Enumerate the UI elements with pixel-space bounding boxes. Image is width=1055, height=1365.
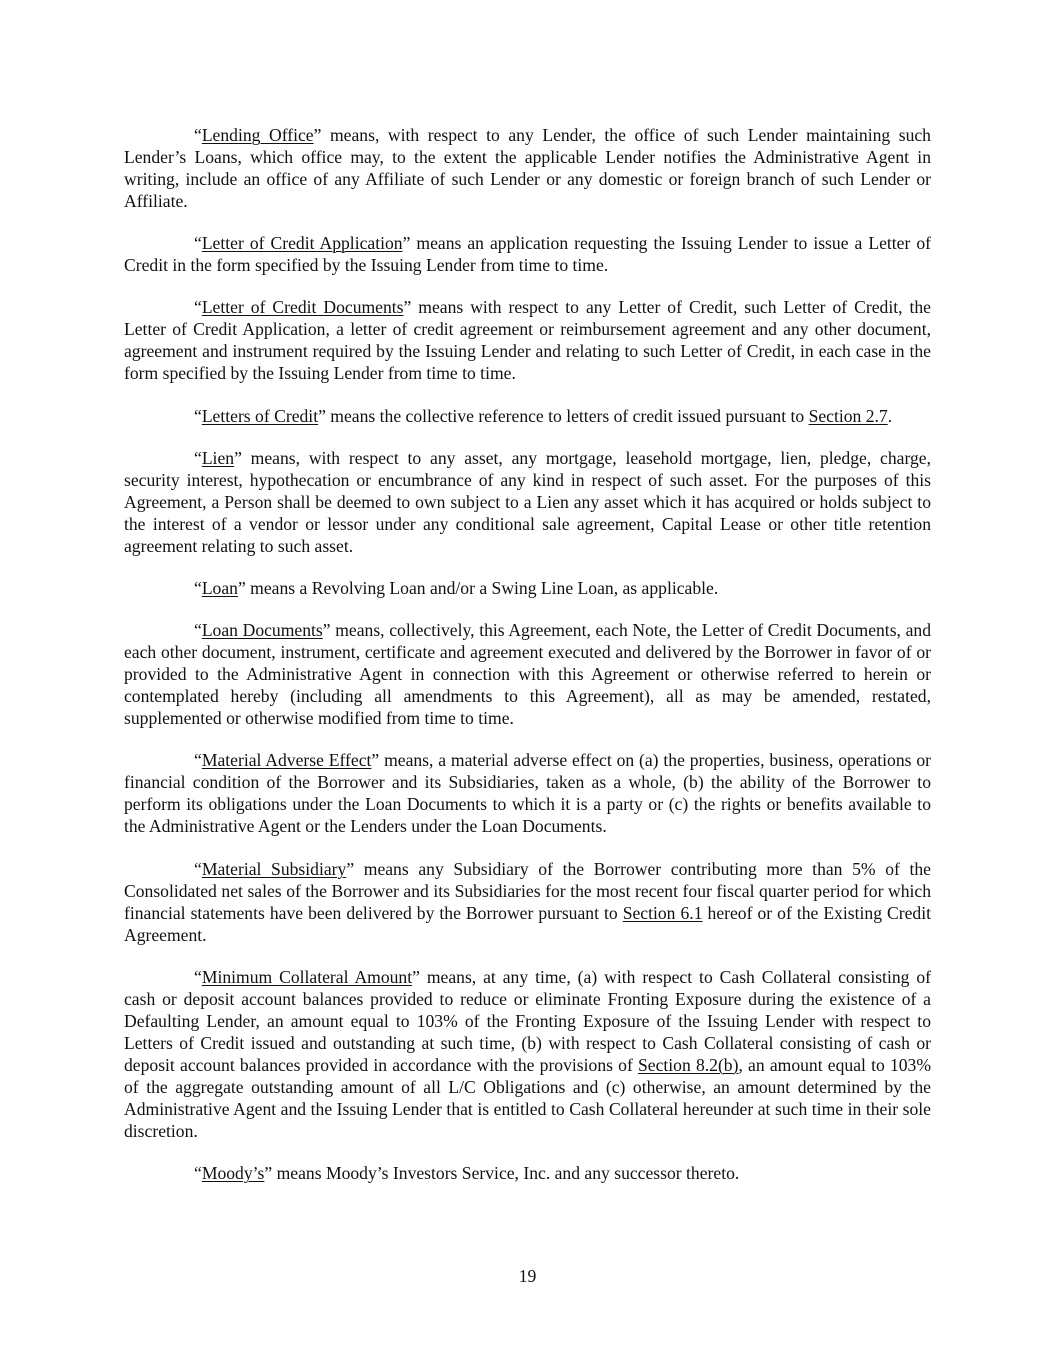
definition-text: .	[887, 405, 893, 426]
definition-text: ” means, with respect to any asset, any mortgage, leasehold mortgage, lien, pledge, charge, security interest, hypothecation or encumbrance of any kind in respect of such asset. For the purposes of this Agreement, a Person shall be deemed to own subject to a Lien any asset which it has acquired or holds subject to the interest of a vendor or lessor under any conditional sale agreement, Capital Lease or other title retention agreement relating to such asset.	[124, 447, 931, 556]
definition-text: “	[194, 577, 202, 598]
definition-paragraph	[124, 619, 931, 729]
definition-text: “	[194, 620, 202, 641]
defined-term: Letters of Credit	[201, 405, 319, 426]
definition-paragraph	[124, 749, 931, 837]
definition-text: ” means, a material adverse effect on (a) the properties, business, operations or financial condition of the Borrower and its Subsidiaries, taken as a whole, (b) the ability of the Borrower to perform its obligations under the Loan Documents to which it is a party or (c) the rights or benefits available to the Administrative Agent or the Lenders under the Loan Documents.	[124, 750, 931, 837]
definition-paragraph	[124, 405, 931, 427]
page-number: 19	[518, 1266, 537, 1286]
definition-text: “	[194, 447, 202, 468]
defined-term: Loan Documents	[201, 620, 323, 641]
definition-text: “	[194, 966, 202, 987]
definition-text: ” means any Subsidiary of the Borrower contributing more than 5% of the Consolidated net sales of the Borrower and its Subsidiaries for the most recent four fiscal quarter period for which financial statements have been delivered by the Borrower pursuant to	[124, 858, 931, 923]
definition-paragraph	[124, 232, 931, 276]
defined-term: Loan	[201, 577, 238, 598]
definitions-list	[124, 124, 931, 1184]
defined-term: Letter of Credit Documents	[201, 297, 404, 318]
defined-term: Letter of Credit Application	[201, 233, 403, 254]
definition-text: ” means with respect to any Letter of Credit, such Letter of Credit, the Letter of Credit Application, a letter of credit agreement or reimbursement agreement and any other document, agreement and instrument required by the Issuing Lender and relating to such Letter of Credit, in each case in the form specified by the Issuing Lender from time to time.	[124, 297, 931, 384]
definition-text: “	[194, 1162, 202, 1183]
definition-text: “	[194, 297, 202, 318]
defined-term: Moody’s	[201, 1162, 265, 1183]
definition-text: ” means the collective reference to letters of credit issued pursuant to	[318, 405, 809, 426]
definition-text: “	[194, 125, 202, 145]
definition-text: ” means Moody’s Investors Service, Inc. and any successor thereto.	[264, 1162, 740, 1183]
defined-term: Lien	[201, 447, 235, 468]
definition-paragraph	[124, 577, 931, 599]
definition-paragraph	[124, 966, 931, 1142]
definition-paragraph	[124, 858, 931, 946]
defined-term: Lending Office	[201, 125, 314, 145]
section-reference: Section 6.1	[622, 902, 703, 923]
definition-text: ” means, with respect to any Lender, the office of such Lender maintaining such Lender’s Loans, which office may, to the extent the applicable Lender notifies the Administrative Agent in writing, include an office of any Affiliate of such Lender or any domestic or foreign branch of such Lender or Affiliate.	[124, 125, 931, 211]
definition-text: “	[194, 233, 202, 254]
defined-term: Material Adverse Effect	[201, 750, 372, 771]
definition-text: “	[194, 858, 202, 879]
definition-paragraph	[124, 296, 931, 384]
defined-term: Minimum Collateral Amount	[201, 966, 413, 987]
section-reference: Section 8.2(b)	[638, 1054, 739, 1075]
definition-text: ” means an application requesting the Issuing Lender to issue a Letter of Credit in the form specified by the Issuing Lender from time to time.	[124, 233, 932, 276]
definition-text: ” means, at any time, (a) with respect to Cash Collateral consisting of cash or deposit account balances provided to reduce or eliminate Fronting Exposure during the existence of a Defaulting Lender, an amount equal to 103% of the Fronting Exposure of the Issuing Lender with respect to Letters of Credit issued and outstanding at such time, (b) with respect to Cash Collateral consisting of cash or deposit account balances provided in accordance with the provisions of	[124, 966, 931, 1075]
definition-text: ” means a Revolving Loan and/or a Swing Line Loan, as applicable.	[237, 577, 719, 598]
definition-text: “	[194, 405, 202, 426]
definition-text: hereof or of the Existing Credit Agreement.	[124, 902, 931, 945]
section-reference: Section 2.7	[808, 405, 888, 426]
defined-term: Material Subsidiary	[201, 858, 347, 879]
definition-text: “	[194, 750, 202, 771]
definition-paragraph	[124, 447, 931, 557]
definition-paragraph	[124, 124, 931, 212]
definition-paragraph	[124, 1162, 931, 1184]
definition-text: ” means, collectively, this Agreement, each Note, the Letter of Credit Documents, and each other document, instrument, certificate and agreement executed and delivered by the Borrower in favor of or provided to the Administrative Agent in connection with this Agreement or otherwise referred to herein or contemplated hereby (including all amendments to this Agreement), all as may be amended, restated, supplemented or otherwise modified from time to time.	[124, 620, 931, 729]
document-page	[124, 124, 931, 1184]
definition-text: , an amount equal to 103% of the aggregate outstanding amount of all L/C Obligations and (c) otherwise, an amount determined by the Administrative Agent and the Issuing Lender that is entitled to Cash Collateral hereunder at such time in their sole discretion.	[124, 1054, 931, 1141]
